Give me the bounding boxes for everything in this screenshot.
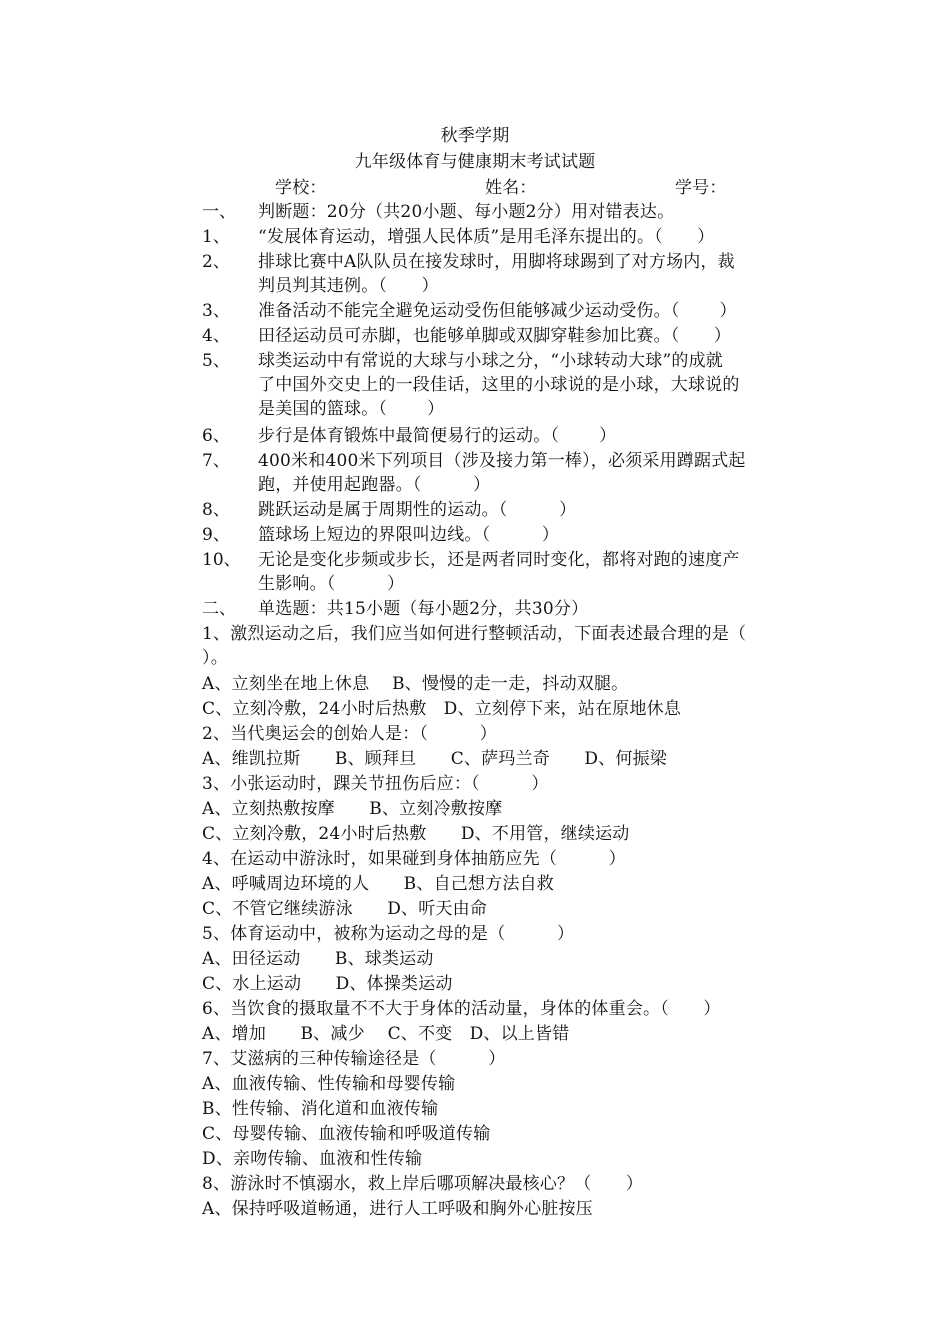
question-text: 跑，并使用起跑器。（ ） — [258, 475, 491, 495]
question-number: 10、 — [202, 550, 241, 570]
term-heading: 秋季学期 — [440, 126, 510, 146]
school-label: 学校： — [275, 178, 327, 198]
option-line: A、维凯拉斯 B、顾拜旦 C、萨玛兰奇 D、何振梁 — [202, 749, 668, 769]
option-line: B、性传输、消化道和血液传输 — [202, 1099, 439, 1119]
question-line: 2、当代奥运会的创始人是：（ ） — [202, 724, 497, 744]
question-line: 4、在运动中游泳时，如果碰到身体抽筋应先（ ） — [202, 849, 626, 869]
question-number: 7、 — [202, 451, 230, 471]
question-line: 5、体育运动中，被称为运动之母的是（ ） — [202, 924, 575, 944]
question-number: 2、 — [202, 252, 230, 272]
student-id-label: 学号： — [675, 178, 727, 198]
question-number: 8、 — [202, 500, 230, 520]
question-text: 无论是变化步频或步长，还是两者同时变化，都将对跑的速度产 — [258, 550, 740, 570]
question-number: 3、 — [202, 301, 230, 321]
option-line: D、亲吻传输、血液和性传输 — [202, 1149, 423, 1169]
question-text: 判员判其违例。（ ） — [258, 276, 439, 296]
section1-number: 一、 — [202, 202, 236, 222]
question-text: 球类运动中有常说的大球与小球之分，“小球转动大球”的成就 — [258, 351, 723, 371]
question-number: 6、 — [202, 426, 230, 446]
option-line: C、母婴传输、血液传输和呼吸道传输 — [202, 1124, 491, 1144]
question-line: 6、当饮食的摄取量不不大于身体的活动量，身体的体重会。（ ） — [202, 999, 721, 1019]
question-number: 1、 — [202, 227, 230, 247]
question-text: 了中国外交史上的一段佳话，这里的小球说的是小球，大球说的 — [258, 375, 740, 395]
question-text: 生影响。（ ） — [258, 574, 405, 594]
question-text: 400米和400米下列项目（涉及接力第一棒），必须采用蹲踞式起 — [258, 451, 746, 471]
option-line: C、立刻冷敷，24小时后热敷 D、立刻停下来，站在原地休息 — [202, 699, 682, 719]
question-text: 是美国的篮球。（ ） — [258, 399, 445, 419]
exam-title: 九年级体育与健康期末考试试题 — [354, 152, 596, 172]
section2-title: 单选题：共15小题（每小题2分，共30分） — [258, 599, 589, 619]
question-line: ）。 — [202, 648, 228, 668]
option-line: A、血液传输、性传输和母婴传输 — [202, 1074, 456, 1094]
section2-number: 二、 — [202, 599, 236, 619]
question-number: 5、 — [202, 351, 230, 371]
option-line: A、田径运动 B、球类运动 — [202, 949, 434, 969]
question-text: “发展体育运动，增强人民体质”是用毛泽东提出的。（ ） — [258, 227, 715, 247]
option-line: A、立刻坐在地上休息 B、慢慢的走一走，抖动双腿。 — [202, 674, 629, 694]
name-label: 姓名： — [485, 178, 537, 198]
option-line: C、水上运动 D、体操类运动 — [202, 974, 453, 994]
question-line: 7、艾滋病的三种传输途径是（ ） — [202, 1049, 506, 1069]
question-line: 1、激烈运动之后，我们应当如何进行整顿活动，下面表述最合理的是（ — [202, 624, 747, 644]
option-line: C、不管它继续游泳 D、听天由命 — [202, 899, 488, 919]
option-line: A、呼喊周边环境的人 B、自己想方法自救 — [202, 874, 554, 894]
option-line: C、立刻冷敷，24小时后热敷 D、不用管，继续运动 — [202, 824, 630, 844]
question-line: 8、游泳时不慎溺水，救上岸后哪项解决最核心？（ ） — [202, 1174, 644, 1194]
question-line: 3、小张运动时，踝关节扭伤后应：（ ） — [202, 774, 549, 794]
question-text: 步行是体育锻炼中最简便易行的运动。（ ） — [258, 426, 617, 446]
question-text: 跳跃运动是属于周期性的运动。（ ） — [258, 500, 577, 520]
option-line: A、保持呼吸道畅通，进行人工呼吸和胸外心脏按压 — [202, 1199, 593, 1219]
question-text: 排球比赛中A队队员在接发球时，用脚将球踢到了对方场内，裁 — [258, 252, 735, 272]
question-text: 准备活动不能完全避免运动受伤但能够减少运动受伤。（ ） — [258, 301, 737, 321]
option-line: A、立刻热敷按摩 B、立刻冷敷按摩 — [202, 799, 503, 819]
option-line: A、增加 B、减少 C、不变 D、以上皆错 — [202, 1024, 570, 1044]
question-number: 9、 — [202, 525, 230, 545]
question-text: 田径运动员可赤脚，也能够单脚或双脚穿鞋参加比赛。（ ） — [258, 326, 732, 346]
section1-title: 判断题：20分（共20小题、每小题2分）用对错表达。 — [258, 202, 675, 222]
question-number: 4、 — [202, 326, 230, 346]
question-text: 篮球场上短边的界限叫边线。（ ） — [258, 525, 560, 545]
